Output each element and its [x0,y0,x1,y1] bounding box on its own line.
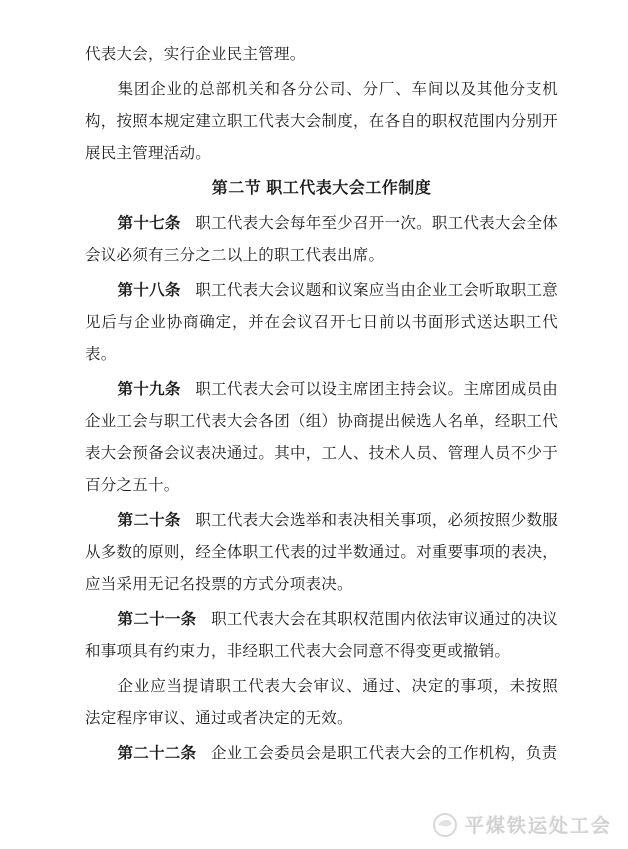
paragraph-body: 企业应当提请职工代表大会审议、通过、决定的事项，未按照法定程序审议、通过或者决定的无效。 [85,678,558,727]
paragraph-continuation: 代表大会，实行企业民主管理。 [85,46,306,63]
article-18 [85,275,558,371]
footer-watermark [432,811,612,838]
article-20 [85,505,558,601]
article-22-text: 企业工会委员会是职工代表大会的工作机构，负责 [211,745,558,762]
article-22 [85,738,558,770]
article-18-text: 职工代表大会议题和议案应当由企业工会听取职工意见后与企业协商确定，并在会议召开七日前以书面形式送达职工代表。 [85,282,558,363]
article-17 [85,208,558,272]
article-21-number: 第二十一条 [117,611,197,628]
article-20-text: 职工代表大会选举和表决相关事项，必须按照少数服从多数的原则，经全体职工代表的过半数通过。对重要事项的表决，应当采用无记名投票的方式分项表决。 [85,512,558,593]
watermark-text: 平煤铁运处工会 [464,816,612,837]
union-emblem-icon [432,812,458,838]
article-19-text: 职工代表大会可以设主席团主持会议。主席团成员由企业工会与职工代表大会各团（组）协商提出候选人名单，经职工代表大会预备会议表决通过。其中，工人、技术人员、管理人员不少于百分之五十。 [85,381,558,494]
paragraph-body: 集团企业的总部机关和各分公司、分厂、车间以及其他分支机构，按照本规定建立职工代表大会制度，在各自的职权范围内分别开展民主管理活动。 [85,81,558,162]
article-22-number: 第二十二条 [117,745,197,762]
article-17-text: 职工代表大会每年至少召开一次。职工代表大会全体会议必须有三分之二以上的职工代表出席。 [85,215,558,264]
article-19 [85,374,558,502]
section-heading: 第二节 职工代表大会工作制度 [211,180,432,197]
article-20-number: 第二十条 [117,512,181,529]
article-19-number: 第十九条 [117,381,181,398]
article-18-number: 第十八条 [117,282,181,299]
article-21 [85,604,558,668]
article-21-text: 职工代表大会在其职权范围内依法审议通过的决议和事项具有约束力，非经职工代表大会同意不得变更或撤销。 [85,611,558,660]
article-17-number: 第十七条 [117,215,181,232]
